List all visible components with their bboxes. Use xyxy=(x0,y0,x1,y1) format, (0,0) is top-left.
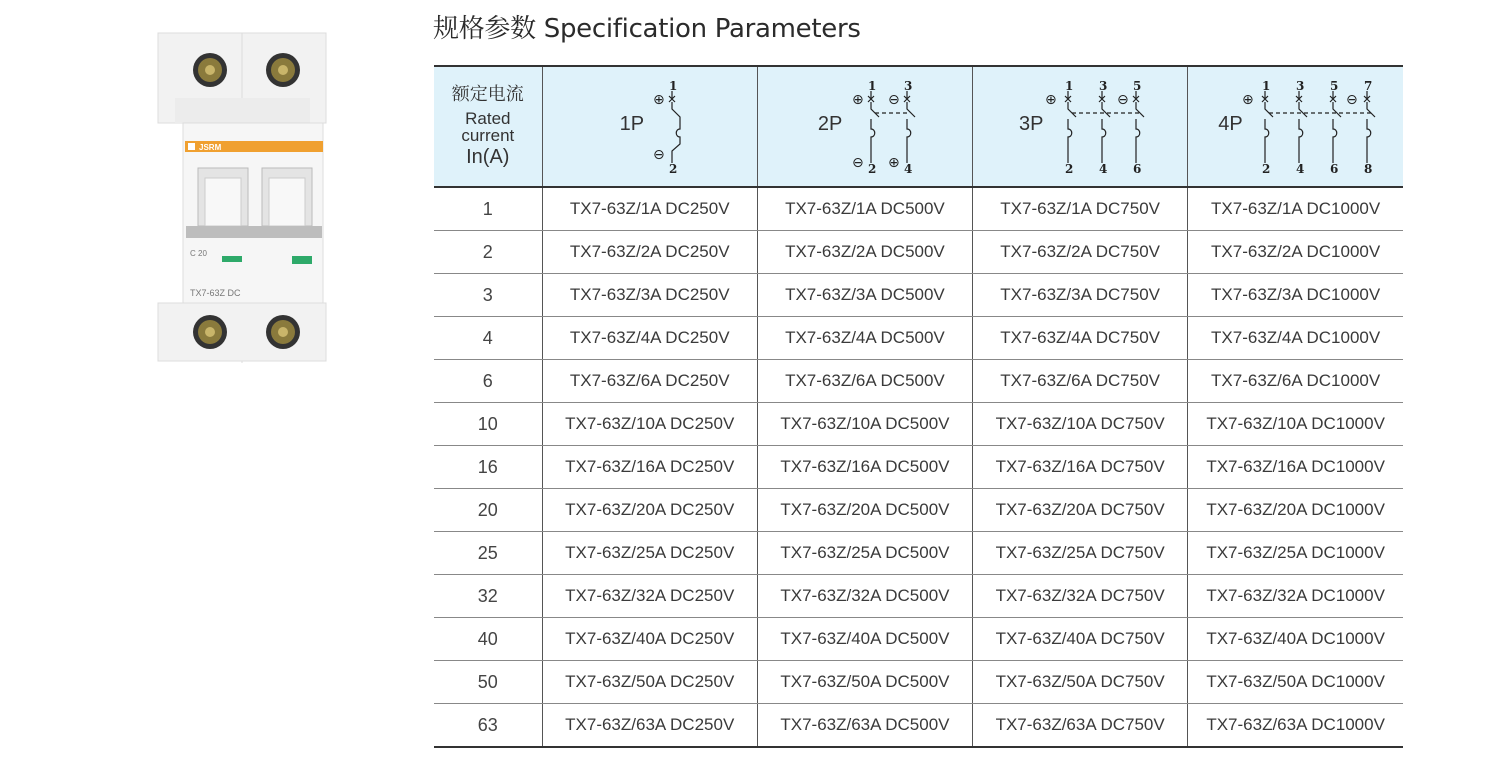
model-cell: TX7-63Z/32A DC500V xyxy=(757,575,972,618)
rated-current-cell: 3 xyxy=(434,274,542,317)
model-cell: TX7-63Z/50A DC1000V xyxy=(1188,661,1403,704)
model-cell: TX7-63Z/4A DC500V xyxy=(757,317,972,360)
plus-icon: ⊕ xyxy=(652,91,665,107)
rated-current-cell: 63 xyxy=(434,704,542,748)
screw-icon xyxy=(193,315,227,349)
table-row xyxy=(434,187,1403,231)
model-cell: TX7-63Z/40A DC250V xyxy=(542,618,757,661)
unit-label: In(A) xyxy=(466,146,510,168)
rated-current-cell: 16 xyxy=(434,446,542,489)
model-cell: TX7-63Z/16A DC250V xyxy=(542,446,757,489)
model-cell: TX7-63Z/20A DC500V xyxy=(757,489,972,532)
model-cell: TX7-63Z/16A DC750V xyxy=(973,446,1188,489)
rated-current-cell: 20 xyxy=(434,489,542,532)
model-cell: TX7-63Z/50A DC250V xyxy=(542,661,757,704)
table-row xyxy=(434,704,1403,748)
rated-current-cell: 1 xyxy=(434,187,542,231)
pole-label-3p: 3P xyxy=(1019,113,1044,135)
pole-header-3p xyxy=(973,66,1188,187)
pole-diagram-4p xyxy=(1240,77,1380,177)
model-cell: TX7-63Z/6A DC250V xyxy=(542,360,757,403)
minus-icon: ⊖ xyxy=(851,154,864,170)
screw-icon xyxy=(266,315,300,349)
model-cell: TX7-63Z/16A DC500V xyxy=(757,446,972,489)
model-cell: TX7-63Z/1A DC250V xyxy=(542,187,757,231)
rated-current-cell: 40 xyxy=(434,618,542,661)
table-row xyxy=(434,446,1403,489)
model-cell: TX7-63Z/25A DC500V xyxy=(757,532,972,575)
model-cell: TX7-63Z/6A DC750V xyxy=(973,360,1188,403)
model-cell: TX7-63Z/1A DC1000V xyxy=(1188,187,1403,231)
plus-icon: ⊕ xyxy=(1045,91,1057,107)
svg-text:3: 3 xyxy=(903,79,913,93)
model-cell: TX7-63Z/3A DC750V xyxy=(973,274,1188,317)
model-cell: TX7-63Z/2A DC750V xyxy=(973,231,1188,274)
model-cell: TX7-63Z/3A DC250V xyxy=(542,274,757,317)
rated-current-cell: 4 xyxy=(434,317,542,360)
minus-icon: ⊖ xyxy=(887,91,900,107)
pole-header-2p xyxy=(757,66,972,187)
rated-label: Rated xyxy=(465,109,511,128)
svg-text:6: 6 xyxy=(1330,162,1339,176)
model-cell: TX7-63Z/32A DC1000V xyxy=(1188,575,1403,618)
pole-header-1p xyxy=(542,66,757,187)
model-cell: TX7-63Z/40A DC750V xyxy=(973,618,1188,661)
svg-text:4: 4 xyxy=(903,162,913,176)
model-cell: TX7-63Z/32A DC750V xyxy=(973,575,1188,618)
model-cell: TX7-63Z/20A DC250V xyxy=(542,489,757,532)
brand-label: JSRM xyxy=(199,143,222,152)
model-cell: TX7-63Z/6A DC500V xyxy=(757,360,972,403)
svg-text:1: 1 xyxy=(867,79,877,93)
pole-label-2p: 2P xyxy=(817,113,843,135)
plus-icon: ⊕ xyxy=(887,154,900,170)
table-row xyxy=(434,532,1403,575)
table-row xyxy=(434,661,1403,704)
model-cell: TX7-63Z/2A DC250V xyxy=(542,231,757,274)
plus-icon: ⊕ xyxy=(1242,91,1254,107)
spec-table-body xyxy=(434,187,1403,747)
screw-icon xyxy=(266,53,300,87)
table-row xyxy=(434,403,1403,446)
model-cell: TX7-63Z/2A DC1000V xyxy=(1188,231,1403,274)
model-cell: TX7-63Z/10A DC250V xyxy=(542,403,757,446)
model-cell: TX7-63Z/25A DC1000V xyxy=(1188,532,1403,575)
model-cell: TX7-63Z/4A DC750V xyxy=(973,317,1188,360)
model-cell: TX7-63Z/6A DC1000V xyxy=(1188,360,1403,403)
model-cell: TX7-63Z/40A DC500V xyxy=(757,618,972,661)
svg-text:2: 2 xyxy=(1065,162,1074,176)
plus-icon: ⊕ xyxy=(851,91,864,107)
svg-text:1: 1 xyxy=(1262,79,1271,93)
svg-text:1: 1 xyxy=(668,79,677,93)
table-row xyxy=(434,231,1403,274)
pole-label-4p: 4P xyxy=(1218,113,1243,135)
model-cell: TX7-63Z/1A DC750V xyxy=(973,187,1188,231)
model-cell: TX7-63Z/3A DC500V xyxy=(757,274,972,317)
svg-text:4: 4 xyxy=(1296,162,1305,176)
svg-text:7: 7 xyxy=(1364,79,1373,93)
table-row xyxy=(434,575,1403,618)
model-cell: TX7-63Z/25A DC250V xyxy=(542,532,757,575)
minus-icon: ⊖ xyxy=(1117,91,1129,107)
model-cell: TX7-63Z/4A DC1000V xyxy=(1188,317,1403,360)
pole-diagram-2p xyxy=(852,77,922,177)
model-cell: TX7-63Z/63A DC750V xyxy=(973,704,1188,748)
model-cell: TX7-63Z/50A DC750V xyxy=(973,661,1188,704)
page-title: 规格参数 Specification Parameters xyxy=(433,14,861,44)
model-cell: TX7-63Z/4A DC250V xyxy=(542,317,757,360)
spec-table xyxy=(434,65,1403,748)
model-label: TX7-63Z DC xyxy=(190,288,241,298)
model-cell: TX7-63Z/2A DC500V xyxy=(757,231,972,274)
svg-text:3: 3 xyxy=(1099,79,1108,93)
svg-text:1: 1 xyxy=(1065,79,1074,93)
table-row xyxy=(434,618,1403,661)
svg-text:6: 6 xyxy=(1133,162,1142,176)
svg-text:5: 5 xyxy=(1133,79,1142,93)
svg-text:2: 2 xyxy=(1262,162,1271,176)
rated-current-cell: 25 xyxy=(434,532,542,575)
rating-label: C 20 xyxy=(190,249,207,258)
pole-label-1p: 1P xyxy=(619,113,645,135)
svg-text:5: 5 xyxy=(1330,79,1339,93)
model-cell: TX7-63Z/10A DC1000V xyxy=(1188,403,1403,446)
rated-current-cell: 6 xyxy=(434,360,542,403)
model-cell: TX7-63Z/3A DC1000V xyxy=(1188,274,1403,317)
screw-icon xyxy=(193,53,227,87)
rated-current-header xyxy=(434,66,542,187)
table-header-row xyxy=(434,66,1403,187)
minus-icon: ⊖ xyxy=(652,146,665,162)
table-row xyxy=(434,317,1403,360)
model-cell: TX7-63Z/63A DC500V xyxy=(757,704,972,748)
circuit-breaker-image xyxy=(150,28,335,368)
model-cell: TX7-63Z/63A DC1000V xyxy=(1188,704,1403,748)
model-cell: TX7-63Z/25A DC750V xyxy=(973,532,1188,575)
model-cell: TX7-63Z/16A DC1000V xyxy=(1188,446,1403,489)
table-row xyxy=(434,489,1403,532)
model-cell: TX7-63Z/32A DC250V xyxy=(542,575,757,618)
model-cell: TX7-63Z/20A DC1000V xyxy=(1188,489,1403,532)
model-cell: TX7-63Z/1A DC500V xyxy=(757,187,972,231)
rated-current-cell: 50 xyxy=(434,661,542,704)
table-row xyxy=(434,360,1403,403)
svg-text:3: 3 xyxy=(1296,79,1305,93)
current-label: current xyxy=(461,126,515,145)
svg-text:2: 2 xyxy=(668,162,677,176)
rated-current-cn: 额定电流 xyxy=(451,84,524,105)
rated-current-cell: 2 xyxy=(434,231,542,274)
model-cell: TX7-63Z/63A DC250V xyxy=(542,704,757,748)
table-row xyxy=(434,274,1403,317)
rated-current-cell: 10 xyxy=(434,403,542,446)
model-cell: TX7-63Z/10A DC500V xyxy=(757,403,972,446)
pole-header-4p xyxy=(1188,66,1403,187)
model-cell: TX7-63Z/10A DC750V xyxy=(973,403,1188,446)
svg-text:2: 2 xyxy=(867,162,877,176)
minus-icon: ⊖ xyxy=(1346,91,1358,107)
svg-text:8: 8 xyxy=(1364,162,1373,176)
svg-text:4: 4 xyxy=(1099,162,1108,176)
rated-current-cell: 32 xyxy=(434,575,542,618)
model-cell: TX7-63Z/20A DC750V xyxy=(973,489,1188,532)
pole-diagram-3p xyxy=(1043,77,1153,177)
model-cell: TX7-63Z/50A DC500V xyxy=(757,661,972,704)
pole-diagram-1p xyxy=(653,77,703,177)
model-cell: TX7-63Z/40A DC1000V xyxy=(1188,618,1403,661)
